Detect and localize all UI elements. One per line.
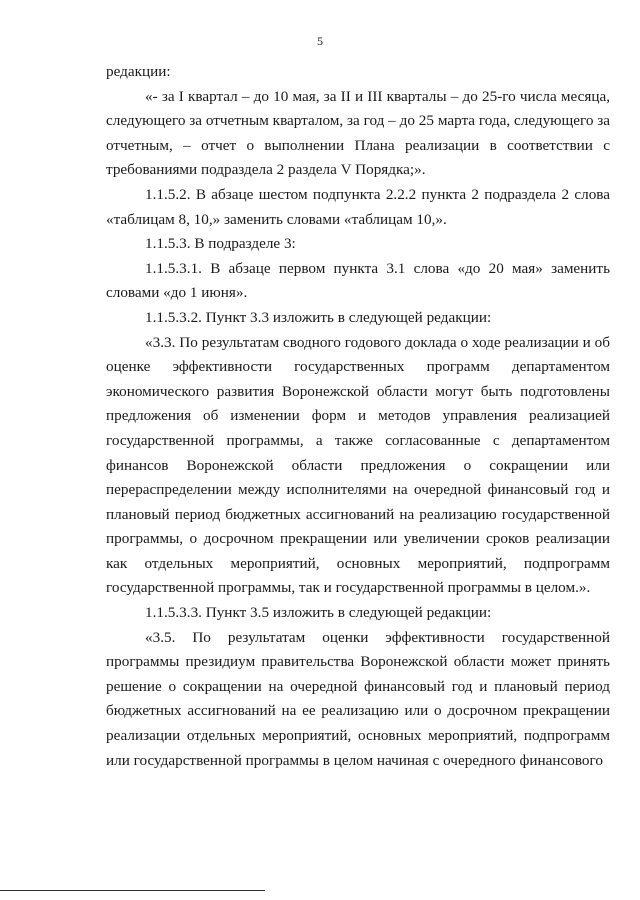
paragraph-8: 1.1.5.3.3. Пункт 3.5 изложить в следующей редакции: xyxy=(145,604,492,622)
document-body xyxy=(106,60,610,773)
page-number: 5 xyxy=(317,34,323,48)
paragraph-7: «3.3. По результатам сводного годового доклада о ходе реализации и об оценке эффективности государственных программ департаментом экономического развития Воронежской области могут быть подготовлены предложения об изменении форм и методов управления реализацией государственной программы, а также согласованные с департаментом финансов Воронежской области предложения о сокращении или перераспределении между исполнителями на очередной финансовый год и плановый период бюджетных ассигнований на реализацию государственной программы, о досрочном прекращении или увеличении сроков реализации как отдельных мероприятий, основных мероприятий, подпрограмм государственной программы, так и государственной программы в целом.». xyxy=(106,333,610,597)
paragraph-2: «- за I квартал – до 10 мая, за II и III кварталы – до 25-го числа месяца, следующего за отчетным кварталом, за год – до 25 марта года, следующего за отчетным, – отчет о выполнении Плана реализации в соответствии с требованиями подраздела 2 раздела V Порядка;». xyxy=(106,87,610,179)
paragraph-9: «3.5. По результатам оценки эффективности государственной программы президиум правительства Воронежской области может принять решение о сокращении на очередной финансовый год и плановый период бюджетных ассигнований на ее реализацию или о досрочном прекращении реализации отдельных мероприятий, основных мероприятий, подпрограмм или государственной программы в целом начиная с очередного финансового xyxy=(106,628,610,769)
paragraph-5: 1.1.5.3.1. В абзаце первом пункта 3.1 слова «до 20 мая» заменить словами «до 1 июня». xyxy=(106,259,610,302)
paragraph-6: 1.1.5.3.2. Пункт 3.3 изложить в следующей редакции: xyxy=(145,308,492,326)
paragraph-1: редакции: xyxy=(106,63,171,80)
paragraph-4: 1.1.5.3. В подразделе 3: xyxy=(145,235,296,253)
bottom-rule xyxy=(0,890,265,891)
paragraph-3: 1.1.5.2. В абзаце шестом подпункта 2.2.2 пункта 2 подраздела 2 слова «таблицам 8, 10,» заменить словами «таблицам 10,». xyxy=(106,185,610,228)
